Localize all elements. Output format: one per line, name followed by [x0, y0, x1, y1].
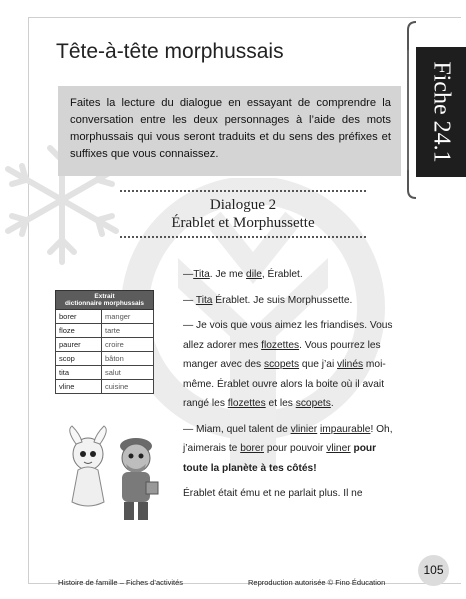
lexicon-meaning: salut — [101, 366, 153, 380]
lexicon-table — [55, 290, 154, 394]
lexicon-meaning: tarte — [101, 324, 153, 338]
text-run: . — [330, 398, 334, 409]
lexicon-word: borer — [56, 310, 102, 324]
dialogue-line-3 — [183, 316, 393, 414]
dialogue-line-1 — [183, 265, 393, 285]
invented-word: scopets — [295, 398, 331, 409]
instructions-text: Faites la lecture du dialogue en essayant de comprendre la conversation entre les deux personnages à l’aide des mots morphussais qui vous seront traduits et du sens des préfixes et suffixes que vous connaissez. — [70, 97, 391, 160]
lexicon-header-line1: Extrait — [94, 293, 115, 300]
invented-word: vlinier — [290, 423, 318, 435]
text-run: Érablet. Je suis Morphussette. — [212, 294, 353, 306]
lexicon-meaning: croire — [101, 338, 153, 352]
invented-word: impaurable — [320, 423, 371, 435]
invented-word: scopets — [263, 359, 300, 370]
invented-word: vliner — [326, 443, 351, 454]
lexicon-meaning: manger — [101, 310, 153, 324]
text-run: — — [183, 294, 196, 306]
lexicon-word: paurer — [56, 338, 102, 352]
text-run: que j’ai — [299, 359, 338, 370]
footer-left: Histoire de famille – Fiches d’activités — [58, 578, 184, 587]
table-row — [56, 310, 154, 324]
table-row — [56, 352, 154, 366]
sheet-number-label: Fiche 24.1 — [428, 61, 455, 163]
invented-word: dile — [246, 269, 262, 280]
table-row — [56, 338, 154, 352]
text-run: — — [183, 269, 194, 280]
dialogue-line-2 — [183, 291, 393, 311]
lexicon-word: floze — [56, 324, 102, 338]
invented-word: Tita — [195, 294, 213, 306]
dotted-divider-bottom — [120, 236, 366, 238]
lexicon-word: scop — [56, 352, 102, 366]
text-run: pour toute la planète à tes côtés! — [183, 443, 377, 474]
lexicon-header — [56, 291, 154, 310]
text-run: — Miam, quel talent de — [183, 423, 291, 435]
sheet-number-tab — [416, 47, 466, 177]
lexicon-meaning: cuisine — [101, 380, 153, 394]
lexicon-word: vline — [56, 380, 102, 394]
text-run: — Je vois que vous aimez les friandises. Vous allez adorer mes — [183, 320, 393, 351]
dialogue-title: Dialogue 2 — [209, 197, 277, 213]
dialogue-text — [183, 265, 393, 510]
lexicon-word: tita — [56, 366, 102, 380]
text-run: et les — [265, 398, 296, 409]
text-run: ! Oh, j’aimerais te — [183, 423, 393, 454]
text-run: pour pouvoir — [263, 443, 327, 454]
table-row — [56, 324, 154, 338]
table-row — [56, 380, 154, 394]
text-run: moi-même. Érablet ouvre alors la boite où il avait rangé les — [183, 359, 386, 409]
table-row — [56, 366, 154, 380]
lexicon-meaning: bâton — [101, 352, 153, 366]
footer-right: Reproduction autorisée © Fino Éducation — [248, 578, 386, 587]
dotted-divider-top — [120, 190, 366, 192]
dialogue-subtitle: Érablet et Morphussette — [171, 215, 315, 231]
dialogue-line-5: Érablet était ému et ne parlait plus. Il ne — [183, 488, 363, 499]
lexicon-header-row — [56, 291, 154, 310]
invented-word: Tita — [193, 269, 210, 280]
characters-illustration-icon — [58, 424, 168, 524]
dialogue-line-4 — [183, 420, 393, 479]
lexicon-header-line2: dictionnaire morphussais — [64, 300, 145, 307]
text-run: . Vous pourrez les manger avec des — [183, 339, 381, 370]
invented-word: borer — [240, 443, 264, 454]
text-run: , Érablet. — [261, 269, 303, 280]
page-title: Tête-à-tête morphussais — [56, 40, 284, 63]
invented-word: vlinés — [337, 359, 364, 370]
page-number: 105 — [418, 555, 449, 586]
text-run: . Je me — [209, 269, 247, 280]
instructions-box — [58, 86, 401, 176]
invented-word: flozettes — [227, 398, 266, 409]
invented-word: flozettes — [261, 339, 300, 351]
